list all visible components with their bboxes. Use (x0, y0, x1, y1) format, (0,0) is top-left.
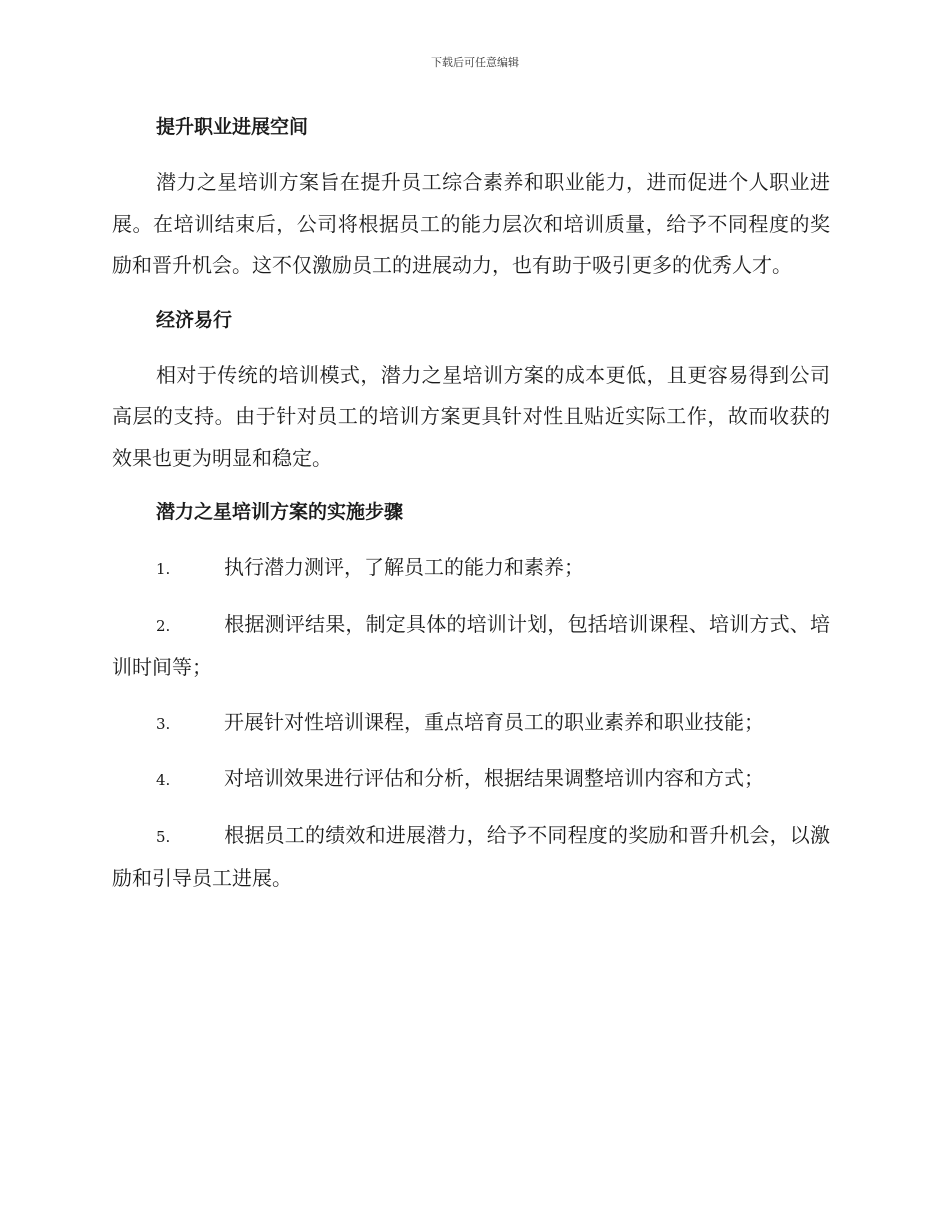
paragraph-career: 潜力之星培训方案旨在提升员工综合素养和职业能力，进而促进个人职业进展。在培训结束后，公司将根据员工的能力层次和培训质量，给予不同程度的奖励和晋升机会。这不仅激励员工的进展动力，也有助于吸引更多的优秀人才。 (112, 170, 830, 277)
header-note: 下载后可任意编辑 (431, 56, 519, 69)
list-item-text: 开展针对性培训课程，重点培育员工的职业素养和职业技能； (224, 709, 764, 734)
section-heading-steps: 潜力之星培训方案的实施步骤 (156, 501, 404, 523)
section-heading-career: 提升职业进展空间 (156, 116, 309, 138)
list-item-text: 根据员工的绩效和进展潜力，给予不同程度的奖励和晋升机会，以激励和引导员工进展。 (112, 822, 830, 890)
list-item-text: 对培训效果进行评估和分析，根据结果调整培训内容和方式； (224, 766, 764, 790)
list-item-text: 根据测评结果，制定具体的培训计划，包括培训课程、培训方式、培训时间等； (112, 611, 830, 679)
paragraph-economy: 相对于传统的培训模式，潜力之星培训方案的成本更低，且更容易得到公司高层的支持。由于针对员工的培训方案更具针对性且贴近实际工作，故而收获的效果也更为明显和稳定。 (112, 362, 830, 470)
list-item (112, 702, 830, 746)
section-heading-economy: 经济易行 (156, 308, 233, 331)
list-item-number: 2. (156, 616, 171, 635)
list-item-number: 1. (156, 560, 171, 578)
list-item-text: 执行潜力测评，了解员工的能力和素养； (224, 555, 584, 579)
list-item (112, 758, 830, 802)
list-item (112, 815, 830, 900)
list-item (112, 604, 830, 689)
list-item-number: 5. (156, 827, 171, 846)
list-item-number: 3. (156, 714, 171, 733)
list-item-number: 4. (156, 771, 171, 789)
list-item (112, 547, 830, 591)
document-body (112, 108, 830, 913)
